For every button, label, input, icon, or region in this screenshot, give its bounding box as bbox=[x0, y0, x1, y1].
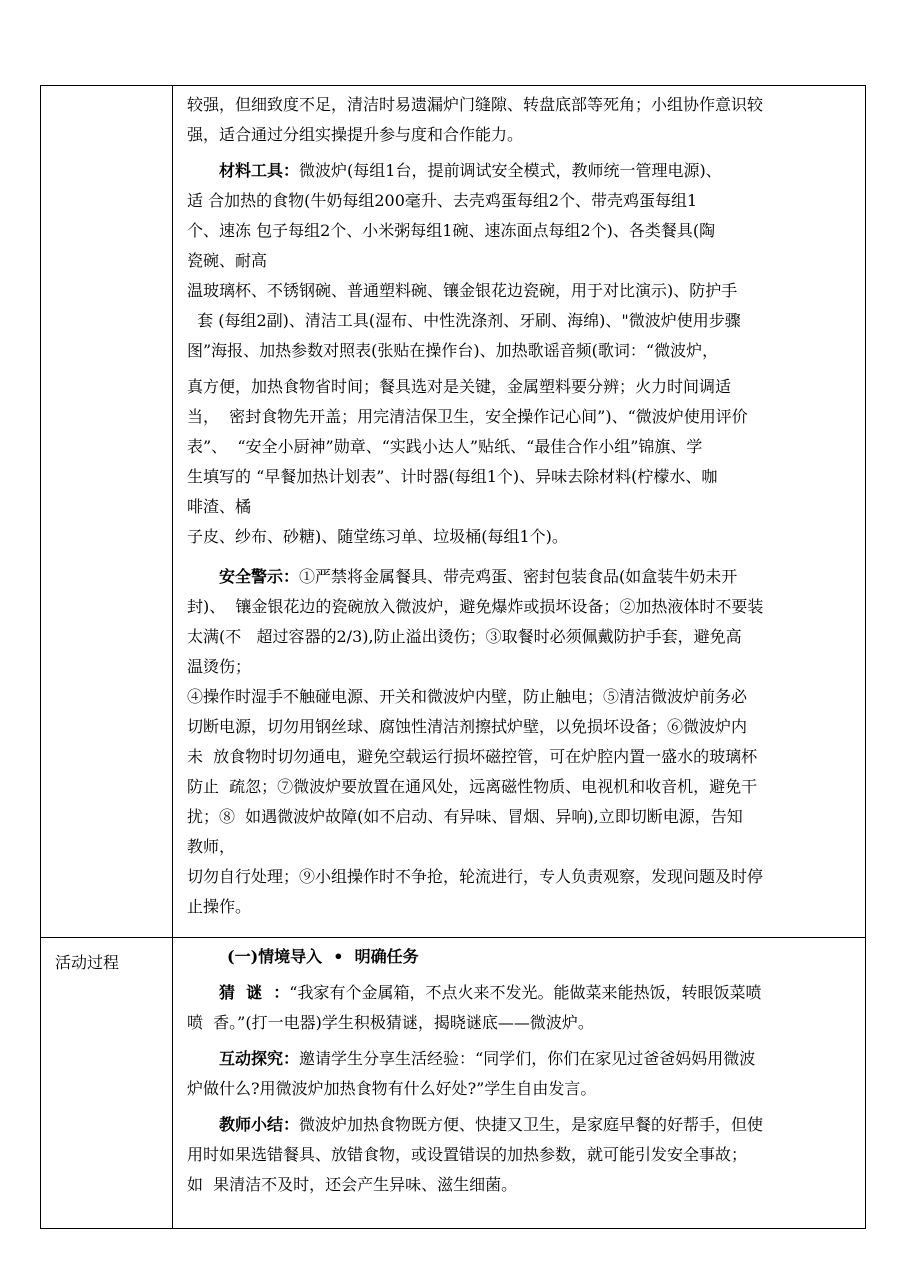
safety-paragraph-start bbox=[187, 562, 863, 592]
activity-process-label: 活动过程 bbox=[55, 953, 120, 972]
text-line: 炉做什么?用微波炉加热食物有什么好处?”学生自由发言。 bbox=[187, 1079, 597, 1098]
activity-process-cell bbox=[187, 942, 863, 1200]
text-line: 温烫伤； bbox=[187, 657, 252, 676]
safety-first-line: ①严禁将金属餐具、带壳鸡蛋、密封包装食品(如盒装牛奶未开 bbox=[299, 567, 738, 586]
text-line: 未 放食物时切勿通电，避免空载运行损坏磁控管，可在炉腔内置一盛水的玻璃杯 bbox=[187, 747, 758, 766]
interact-label: 互动探究： bbox=[219, 1049, 300, 1068]
text-line: 温玻璃杯、不锈钢碗、普通塑料碗、镶金银花边瓷碗，用于对比演示)、防护手 bbox=[187, 281, 738, 300]
text-line: ④操作时湿手不触碰电源、开关和微波炉内壁，防止触电；⑤清洁微波炉前务必 bbox=[187, 687, 748, 706]
text-line: 较强，但细致度不足，清洁时易遗漏炉门缝隙、转盘底部等死角；小组协作意识较 bbox=[187, 95, 764, 114]
text-line: 防止 疏忽；⑦微波炉要放置在通风处，远离磁性物质、电视机和收音机，避免干 bbox=[187, 777, 758, 796]
text-line: 用时如果选错餐具、放错食物，或设置错误的加热参数，就可能引发安全事故； bbox=[187, 1145, 748, 1164]
text-line: 子皮、纱布、砂糖)、随堂练习单、垃圾桶(每组1个)。 bbox=[187, 527, 568, 546]
text-line: 当， 密封食物先开盖；用完清洁保卫生，安全操作记心间”)、“微波炉使用评价 bbox=[187, 407, 748, 426]
section-heading: (一)情境导入 • 明确任务 bbox=[227, 947, 419, 966]
materials-label: 材料工具： bbox=[219, 161, 300, 180]
interact-first-line: 邀请学生分享生活经验：“同学们，你们在家见过爸爸妈妈用微波 bbox=[299, 1049, 756, 1068]
text-line: 太满(不 超过容器的2/3),防止溢出烫伤；③取餐时必须佩戴防护手套，避免高 bbox=[187, 627, 742, 646]
text-line: 啡渣、橘 bbox=[187, 497, 252, 516]
row-divider bbox=[41, 937, 865, 938]
text-line: 真方便，加热食物省时间；餐具选对是关键，金属塑料要分辨；火力时间调适 bbox=[187, 377, 732, 396]
text-line: 适 合加热的食物(牛奶每组200毫升、去壳鸡蛋每组2个、带壳鸡蛋每组1 bbox=[187, 191, 698, 210]
summary-label: 教师小结： bbox=[219, 1115, 300, 1134]
lesson-table bbox=[40, 85, 866, 1229]
text-line: 扰；⑧ 如遇微波炉故障(如不启动、有异味、冒烟、异响),立即切断电源，告知 bbox=[187, 807, 743, 826]
text-line: 个、速冻 包子每组2个、小米粥每组1碗、速冻面点每组2个)、各类餐具(陶 bbox=[187, 221, 716, 240]
text-line: 止操作。 bbox=[187, 897, 252, 916]
materials-safety-cell bbox=[187, 90, 863, 922]
summary-first-line: 微波炉加热食物既方便、快捷又卫生，是家庭早餐的好帮手，但使 bbox=[299, 1115, 764, 1134]
text-line: 瓷碗、耐高 bbox=[187, 251, 268, 270]
riddle-paragraph-start bbox=[187, 978, 863, 1008]
summary-paragraph-start bbox=[187, 1110, 863, 1140]
column-divider bbox=[172, 86, 173, 1228]
text-line: 封)、 镶金银花边的瓷碗放入微波炉，避免爆炸或损坏设备；②加热液体时不要装 bbox=[187, 597, 764, 616]
riddle-first-line: “我家有个金属箱，不点火来不发光。能做菜来能热饭，转眼饭菜喷 bbox=[289, 983, 762, 1002]
materials-first-line: 微波炉(每组1台，提前调试安全模式，教师统一管理电源)、 bbox=[299, 161, 722, 180]
text-line: 教师， bbox=[187, 837, 236, 856]
materials-paragraph-start bbox=[187, 156, 863, 186]
text-line: 套 (每组2副)、清洁工具(湿布、中性洗涤剂、牙刷、海绵)、"微波炉使用步骤 bbox=[187, 311, 741, 330]
text-line: 图”海报、加热参数对照表(张贴在操作台)、加热歌谣音频(歌词：“微波炉， bbox=[187, 341, 719, 360]
text-line: 表”、 “安全小厨神”勋章、“实践小达人”贴纸、“最佳合作小组”锦旗、学 bbox=[187, 437, 703, 456]
text-line: 强，适合通过分组实操提升参与度和合作能力。 bbox=[187, 125, 524, 144]
riddle-label: 猜 谜 ： bbox=[219, 983, 290, 1002]
text-line: 如 果清洁不及时，还会产生异味、滋生细菌。 bbox=[187, 1175, 518, 1194]
interact-paragraph-start bbox=[187, 1044, 863, 1074]
text-line: 喷 香。”(打一电器)学生积极猜谜，揭晓谜底——微波炉。 bbox=[187, 1013, 594, 1032]
text-line: 切断电源，切勿用钢丝球、腐蚀性清洁剂擦拭炉壁，以免损坏设备；⑥微波炉内 bbox=[187, 717, 748, 736]
safety-label: 安全警示： bbox=[219, 567, 300, 586]
text-line: 切勿自行处理；⑨小组操作时不争抢，轮流进行，专人负责观察，发现问题及时停 bbox=[187, 867, 764, 886]
text-line: 生填写的 “早餐加热计划表”、计时器(每组1个)、异味去除材料(柠檬水、咖 bbox=[187, 467, 718, 486]
